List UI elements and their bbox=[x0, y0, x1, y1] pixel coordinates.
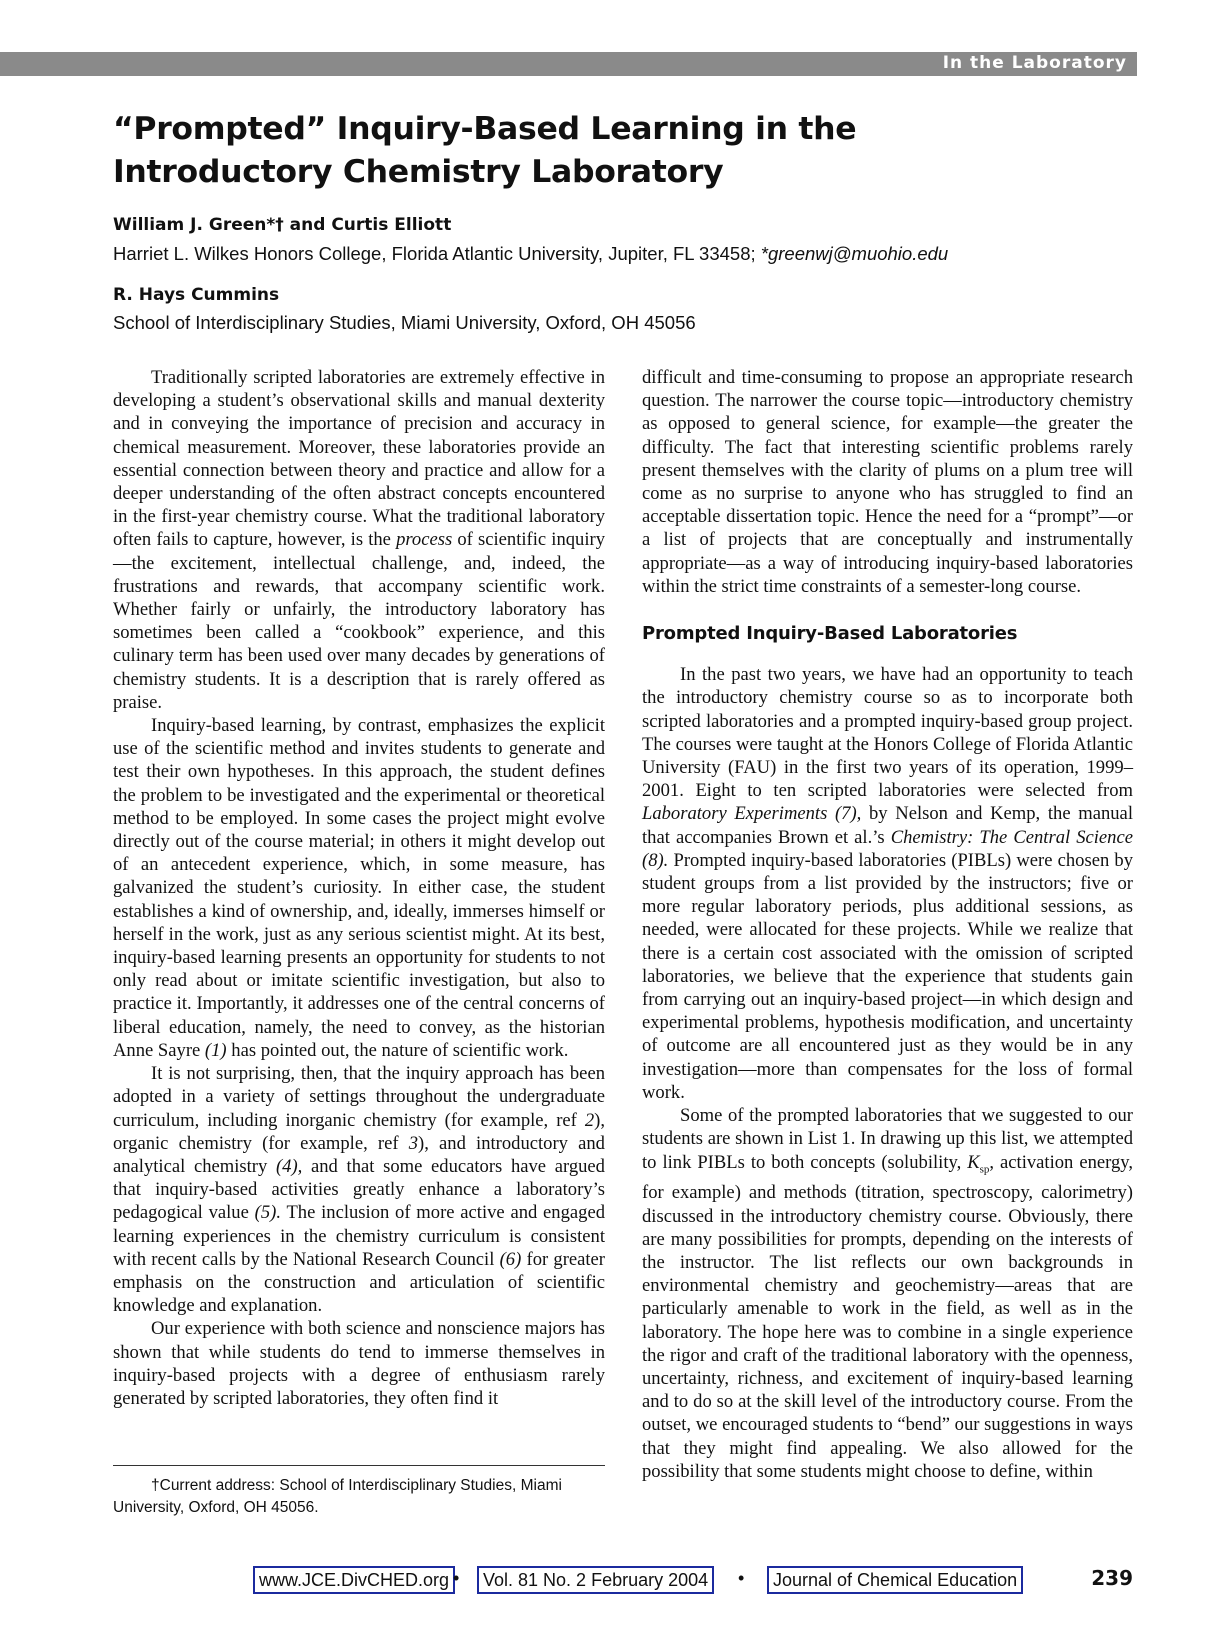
paragraph: difficult and time-consuming to propose an appropriate research question. The narrower the course topic—introductory chemistry as opposed to general science, for example—the greater the difficulty. The fact that interesting scientific problems rarely present themselves with the clarity of plums on a plum tree will come as no surprise to anyone who has struggled to find an acceptable dissertation topic. Hence the need for a “prompt”—or a list of projects that are conceptually and instrumentally appropriate—as a way of introducing inquiry-based laboratories within the strict time constraints of a semester-long course. bbox=[642, 367, 1133, 597]
citation[interactable]: 3 bbox=[408, 1132, 419, 1154]
journal-name-link[interactable]: Journal of Chemical Education bbox=[767, 1566, 1023, 1594]
separator: • bbox=[738, 1568, 745, 1588]
paragraph: It is not surprising, then, that the inquiry approach has been adopted in a variety of settings throughout the undergraduate curriculum, including inorganic chemistry (for example, ref 2), organic chemistry (for example, ref 3), and introductory and analytical chemistry (4), and that some educators have argued that inquiry-based activities greatly enhance a laboratory’s pedagogical value (5). The inclusion of more active and engaged learning experiences in the chemistry curriculum is consistent with recent calls by the National Research Council (6) for greater emphasis on the construction and articulation of scientific knowledge and explanation. bbox=[113, 1063, 606, 1317]
section-heading: Prompted Inquiry-Based Laboratories bbox=[642, 623, 1018, 645]
paragraph: In the past two years, we have had an opportunity to teach the introductory chemistry course so as to incorporate both scripted laboratories and a prompted inquiry-based group project. The courses were taught at the Honors College of Florida Atlantic University (FAU) in the first two years of its operation, 1999–2001. Eight to ten scripted laboratories were selected from Laboratory Experiments (7), by Nelson and Kemp, the manual that accompanies Brown et al.’s Chemistry: The Central Science (8). Prompted inquiry-based laboratories (PIBLs) were chosen by student groups from a list provided by the instructors; five or more regular laboratory periods, plus additional sessions, as needed, were allocated for these projects. While we realize that there is a certain cost associated with the omission of scripted laboratories, we believe that the experience that students gain from carrying out an inquiry-based project—in which design and experimental problems, hypothesis modification, and uncertainty of outcome are all encountered just as they would be in any investigation—more than compensates for the loss of formal work. bbox=[642, 664, 1133, 1103]
paragraph: Some of the prompted laboratories that we suggested to our students are shown in List 1. In drawing up this list, we attempted to link PIBLs to both concepts (solubility, $K_{sp}$, activation energy, for example) and methods (titration, spectroscopy, calorimetry) discussed in the introductory chemistry course. Obviously, there are many possibilities for prompts, depending on the interests of the instructor. The list reflects our own backgrounds in environmental chemistry and geochemistry—areas that are particularly amenable to work in the field, as well as in the laboratory. The hope here was to combine in a single experience the rigor and craft of the traditional laboratory with the openness, uncertainty, richness, and excitement of inquiry-based learning and to do so at the skill level of the introductory course. From the outset, we encouraged students to “bend” our suggestions in ways that they might find appealing. We also allowed for the possibility that some students might choose to define, within bbox=[642, 1105, 1134, 1482]
email-link[interactable]: *greenwj@muohio.edu bbox=[760, 243, 949, 264]
author-line-2: R. Hays Cummins bbox=[113, 285, 280, 305]
affiliation-1 bbox=[113, 243, 948, 265]
article-title: “Prompted” Inquiry-Based Learning in the Introductory Chemistry Laboratory bbox=[113, 111, 857, 190]
paragraph: Traditionally scripted laboratories are extremely effective in developing a student’s observational skills and manual dexterity and in conveying the importance of precision and accuracy in chemical measurement. Moreover, these laboratories provide an essential connection between theory and practice and allow for a deeper understanding of the often abstract concepts encountered in the first-year chemistry course. What the traditional laboratory often fails to capture, however, is the process of scientific inquiry—the excitement, intellectual challenge, and, indeed, the frustrations and rewards, that accompany scientific work. Whether fairly or unfairly, the introductory laboratory has sometimes been called a “cookbook” experience, and this culinary term has been used over many decades by generations of chemistry students. It is a description that is rarely offered as praise. bbox=[113, 367, 606, 713]
citation[interactable]: Laboratory Experiments (7), bbox=[642, 803, 862, 825]
citation[interactable]: Chemistry: The Central Science (8). bbox=[642, 826, 1133, 871]
footnote-rule bbox=[113, 1465, 605, 1466]
footnote bbox=[113, 1475, 605, 1519]
citation[interactable]: (5). bbox=[254, 1202, 281, 1224]
right-column bbox=[642, 366, 1133, 1483]
section-header-bar bbox=[0, 52, 1137, 76]
footnote-line-2: University, Oxford, OH 45056. bbox=[113, 1499, 319, 1516]
page-footer bbox=[253, 1566, 1133, 1596]
paragraph: Inquiry-based learning, by contrast, emphasizes the explicit use of the scientific method and invites students to generate and test their own hypotheses. In this approach, the student defines the problem to be investigated and the experimental or theoretical method to be employed. In some cases the project might evolve directly out of the course material; in others it might develop out of an antecedent experience, which, in some measure, has galvanized the student’s curiosity. In either case, the student establishes a kind of ownership, and, ideally, immerses himself or herself in the work, just as any serious scientist might. At its best, inquiry-based learning presents an opportunity for students to not only read about or imitate scientific investigation, but also to practice it. Importantly, it addresses one of the central concerns of liberal education, namely, the need to convey, as the historian Anne Sayre (1) has pointed out, the nature of scientific work. bbox=[113, 715, 605, 1061]
paragraph: Our experience with both science and nonscience majors has shown that while students do tend to immerse themselves in inquiry-based projects with a degree of enthusiasm rarely generated by scripted laboratories, they often find it bbox=[113, 1318, 605, 1409]
author-line-1: William J. Green*† and Curtis Elliott bbox=[113, 215, 452, 235]
affiliation-2: School of Interdisciplinary Studies, Miami University, Oxford, OH 45056 bbox=[113, 312, 696, 333]
section-label: In the Laboratory bbox=[942, 53, 1127, 73]
footnote-line-1: †Current address: School of Interdisciplinary Studies, Miami bbox=[151, 1477, 562, 1494]
affiliation-1-text: Harriet L. Wilkes Honors College, Florida Atlantic University, Jupiter, FL 33458; bbox=[113, 243, 756, 264]
citation[interactable]: (4), bbox=[275, 1155, 303, 1177]
volume-link[interactable]: Vol. 81 No. 2 February 2004 bbox=[477, 1566, 714, 1594]
page-number: 239 bbox=[1091, 1566, 1133, 1590]
citation[interactable]: 2 bbox=[584, 1109, 595, 1131]
journal-url-link[interactable]: www.JCE.DivCHED.org bbox=[253, 1566, 455, 1594]
citation[interactable]: (6) bbox=[499, 1248, 522, 1270]
left-column bbox=[113, 366, 605, 1410]
separator: • bbox=[453, 1568, 460, 1588]
citation[interactable]: (1) bbox=[204, 1039, 227, 1061]
